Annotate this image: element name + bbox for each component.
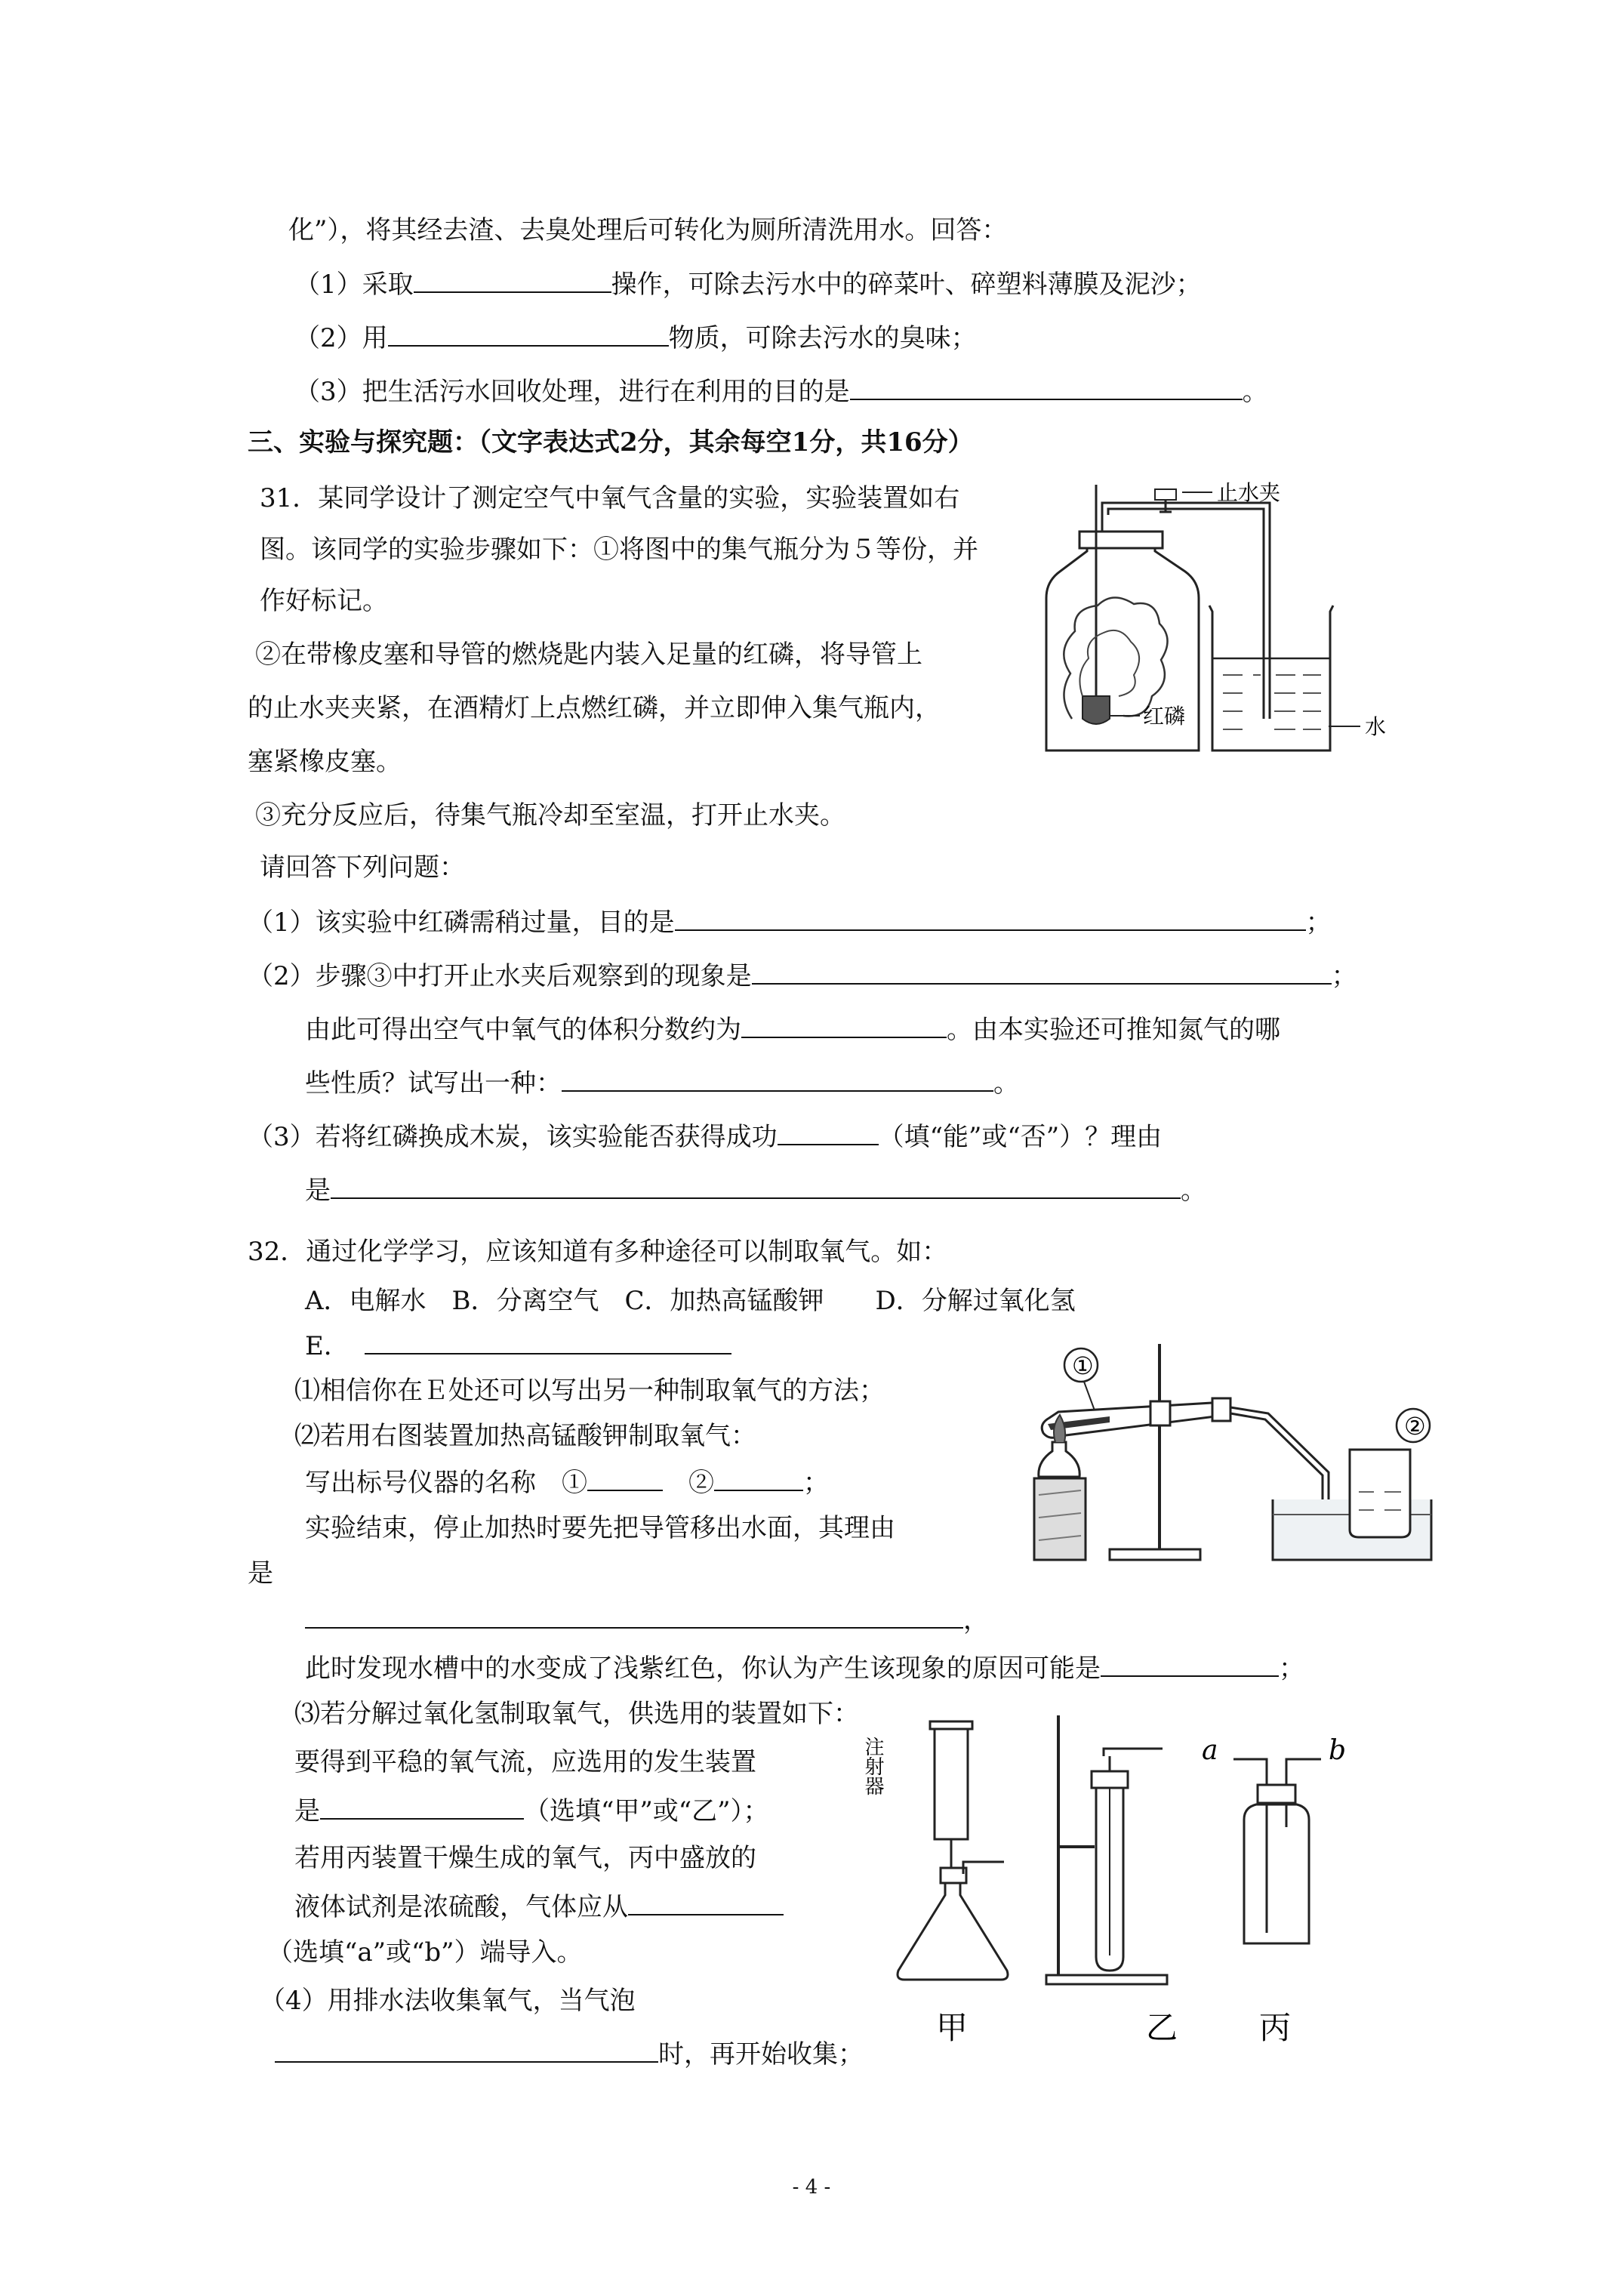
answer-blank[interactable] bbox=[365, 1330, 731, 1354]
stand-base-yi bbox=[1046, 1975, 1167, 1984]
q31-line7: ③充分反应后，待集气瓶冷却至室温，打开止水夹。 bbox=[255, 800, 845, 831]
water-label: 水 bbox=[1365, 714, 1387, 739]
phosphorus-label: 红磷 bbox=[1143, 704, 1186, 729]
label-yi: 乙 bbox=[1146, 2009, 1178, 2046]
clamp-head bbox=[1155, 489, 1176, 500]
q32-p2e-post: ； bbox=[1279, 1653, 1304, 1684]
answer-blank[interactable] bbox=[741, 1014, 947, 1038]
q31-s2-post: ； bbox=[1331, 961, 1357, 991]
stand-base bbox=[1110, 1549, 1200, 1560]
q32-line1: 32．通过化学学习，应该知道有多种途径可以制取氧气。如： bbox=[248, 1237, 948, 1267]
rubber-stopper bbox=[1079, 532, 1163, 548]
q30-p1-post: 操作，可除去污水中的碎菜叶、碎塑料薄膜及泥沙； bbox=[611, 270, 1202, 300]
conical-flask bbox=[898, 1880, 1008, 1980]
page-number: - 4 - bbox=[792, 2176, 831, 2199]
q32-p3b-post: （选填“甲”或“乙”）； bbox=[524, 1796, 769, 1826]
q32-p2a-post: ； bbox=[803, 1468, 829, 1498]
q32-p2e-pre: 此时发现水槽中的水变成了浅紫红色，你认为产生该现象的原因可能是 bbox=[305, 1653, 1101, 1684]
kmno4-heating-apparatus-figure bbox=[1012, 1329, 1434, 1570]
q32-part3c: 若用丙装置干燥生成的氧气，丙中盛放的 bbox=[294, 1843, 756, 1873]
answer-blank[interactable] bbox=[414, 269, 611, 293]
q30-p3-post: 。 bbox=[1242, 377, 1268, 407]
answer-blank[interactable] bbox=[275, 2039, 658, 2063]
q31-s3b-pre: 是 bbox=[305, 1176, 331, 1206]
inlet-b-label: b bbox=[1329, 1735, 1347, 1766]
q31-line8: 请回答下列问题： bbox=[260, 852, 465, 883]
answer-blank[interactable] bbox=[714, 1467, 803, 1491]
marker-2: ② bbox=[1404, 1412, 1426, 1441]
gas-collecting-bottle bbox=[1350, 1450, 1410, 1537]
marker-1: ① bbox=[1072, 1351, 1094, 1380]
q31-sub3 bbox=[248, 1121, 1162, 1152]
q31-line4: ②在带橡皮塞和导管的燃烧匙内装入足量的红磷，将导管上 bbox=[255, 639, 922, 670]
q32-opte-label: E． bbox=[305, 1331, 350, 1361]
answer-blank[interactable] bbox=[850, 376, 1243, 400]
q31-sub2c bbox=[305, 1068, 1019, 1099]
q30-part3 bbox=[294, 376, 1268, 407]
q32-part2a bbox=[305, 1467, 829, 1498]
q31-sub2b bbox=[305, 1014, 1280, 1045]
q30-part2 bbox=[294, 322, 977, 353]
q31-line5: 的止水夹夹紧，在酒精灯上点燃红磷，并立即伸入集气瓶内， bbox=[248, 693, 941, 723]
q32-p4b-post: 时，再开始收集； bbox=[658, 2039, 864, 2069]
oxygen-content-apparatus-figure bbox=[1034, 470, 1427, 764]
q31-sub1 bbox=[248, 907, 1332, 938]
syringe-label: 注射器 bbox=[861, 1737, 884, 1795]
q32-part3e: （选填“a”或“b”）端导入。 bbox=[267, 1937, 583, 1968]
q31-sub2 bbox=[248, 960, 1357, 991]
answer-blank[interactable] bbox=[320, 1795, 524, 1820]
q32-part2e bbox=[305, 1653, 1304, 1684]
q31-line1: 31．某同学设计了测定空气中氧气含量的实验，实验装置如右 bbox=[260, 483, 960, 513]
q32-p2d-post: ， bbox=[963, 1605, 989, 1635]
section-heading: 三、实验与探究题：（文字表达式2分，其余每空1分，共16分） bbox=[248, 427, 974, 458]
answer-blank[interactable] bbox=[1101, 1653, 1279, 1677]
label-bing: 丙 bbox=[1259, 2009, 1292, 2046]
syringe bbox=[935, 1726, 968, 1839]
q31-s2b-post: 。由本实验还可推知氮气的哪 bbox=[947, 1015, 1280, 1045]
q32-part4b bbox=[275, 2039, 864, 2069]
q30-intro: 化”），将其经去渣、去臭处理后可转化为厕所清洗用水。回答： bbox=[288, 215, 1008, 245]
q30-p1-pre: （1）采取 bbox=[294, 270, 414, 300]
q32-p2a-mid: ② bbox=[663, 1468, 714, 1498]
q30-p3-pre: （3）把生活污水回收处理，进行在利用的目的是 bbox=[294, 377, 850, 407]
q32-part3b bbox=[294, 1795, 769, 1826]
q30-p2-post: 物质，可除去污水的臭味； bbox=[668, 323, 977, 353]
q30-p2-pre: （2）用 bbox=[294, 323, 388, 353]
q32-part3a: 要得到平稳的氧气流，应选用的发生装置 bbox=[294, 1747, 756, 1777]
q32-part2d bbox=[305, 1604, 989, 1635]
label-jia: 甲 bbox=[936, 2009, 969, 2046]
answer-blank[interactable] bbox=[305, 1604, 963, 1629]
clamp-label: 止水夹 bbox=[1217, 480, 1281, 505]
answer-blank[interactable] bbox=[778, 1121, 879, 1145]
q32-part3: ⑶若分解过氧化氢制取氧气，供选用的装置如下： bbox=[294, 1699, 859, 1729]
clamp bbox=[1150, 1401, 1170, 1425]
wash-bottle bbox=[1244, 1804, 1309, 1943]
q31-s2-pre: （2）步骤③中打开止水夹后观察到的现象是 bbox=[248, 961, 752, 991]
q32-option-e bbox=[305, 1330, 731, 1361]
q31-s2c-post: 。 bbox=[993, 1068, 1019, 1099]
q31-s1-post: ； bbox=[1305, 908, 1332, 938]
q32-options: A．电解水 B．分离空气 C．加热高锰酸钾 D．分解过氧化氢 bbox=[305, 1286, 1076, 1316]
q31-line2: 图。该同学的实验步骤如下：①将图中的集气瓶分为５等份，并 bbox=[260, 535, 978, 565]
alcohol-lamp bbox=[1039, 1442, 1079, 1477]
test-tube bbox=[1042, 1403, 1215, 1438]
q31-s3-pre: （3）若将红磷换成木炭，该实验能否获得成功 bbox=[248, 1122, 778, 1152]
answer-blank[interactable] bbox=[675, 907, 1306, 931]
answer-blank[interactable] bbox=[628, 1891, 784, 1915]
q30-part1 bbox=[294, 269, 1202, 300]
answer-blank[interactable] bbox=[587, 1467, 663, 1491]
answer-blank[interactable] bbox=[388, 322, 669, 347]
combustion-spoon bbox=[1083, 696, 1110, 724]
generator-apparatus-figure bbox=[861, 1706, 1404, 2069]
q31-s3-post: （填“能”或“否”）？理由 bbox=[878, 1122, 1163, 1152]
q32-part2b: 实验结束，停止加热时要先把导管移出水面，其理由 bbox=[305, 1513, 895, 1543]
q32-p3d-pre: 液体试剂是浓硫酸，气体应从 bbox=[294, 1892, 628, 1922]
q32-part2c: 是 bbox=[248, 1558, 273, 1589]
q31-sub3b bbox=[305, 1175, 1206, 1206]
q32-part2: ⑵若用右图装置加热高锰酸钾制取氧气： bbox=[294, 1421, 756, 1451]
answer-blank[interactable] bbox=[562, 1068, 993, 1092]
q32-part3d bbox=[294, 1891, 784, 1922]
q31-s2c-pre: 些性质？试写出一种： bbox=[305, 1068, 562, 1099]
q32-p3b-pre: 是 bbox=[294, 1796, 320, 1826]
answer-blank[interactable] bbox=[331, 1175, 1181, 1199]
inlet-a-label: a bbox=[1202, 1735, 1218, 1766]
q31-s2b-pre: 由此可得出空气中氧气的体积分数约为 bbox=[305, 1015, 741, 1045]
answer-blank[interactable] bbox=[752, 960, 1332, 985]
q32-part4: （4）用排水法收集氧气，当气泡 bbox=[260, 1986, 636, 2016]
q31-s3b-post: 。 bbox=[1181, 1176, 1206, 1206]
q31-line3: 作好标记。 bbox=[260, 586, 388, 616]
q32-part1: ⑴相信你在Ｅ处还可以写出另一种制取氧气的方法； bbox=[294, 1376, 885, 1406]
q32-p2a-pre: 写出标号仪器的名称 ① bbox=[305, 1468, 587, 1498]
q31-s1-pre: （1）该实验中红磷需稍过量，目的是 bbox=[248, 908, 675, 938]
q31-line6: 塞紧橡皮塞。 bbox=[248, 747, 402, 777]
